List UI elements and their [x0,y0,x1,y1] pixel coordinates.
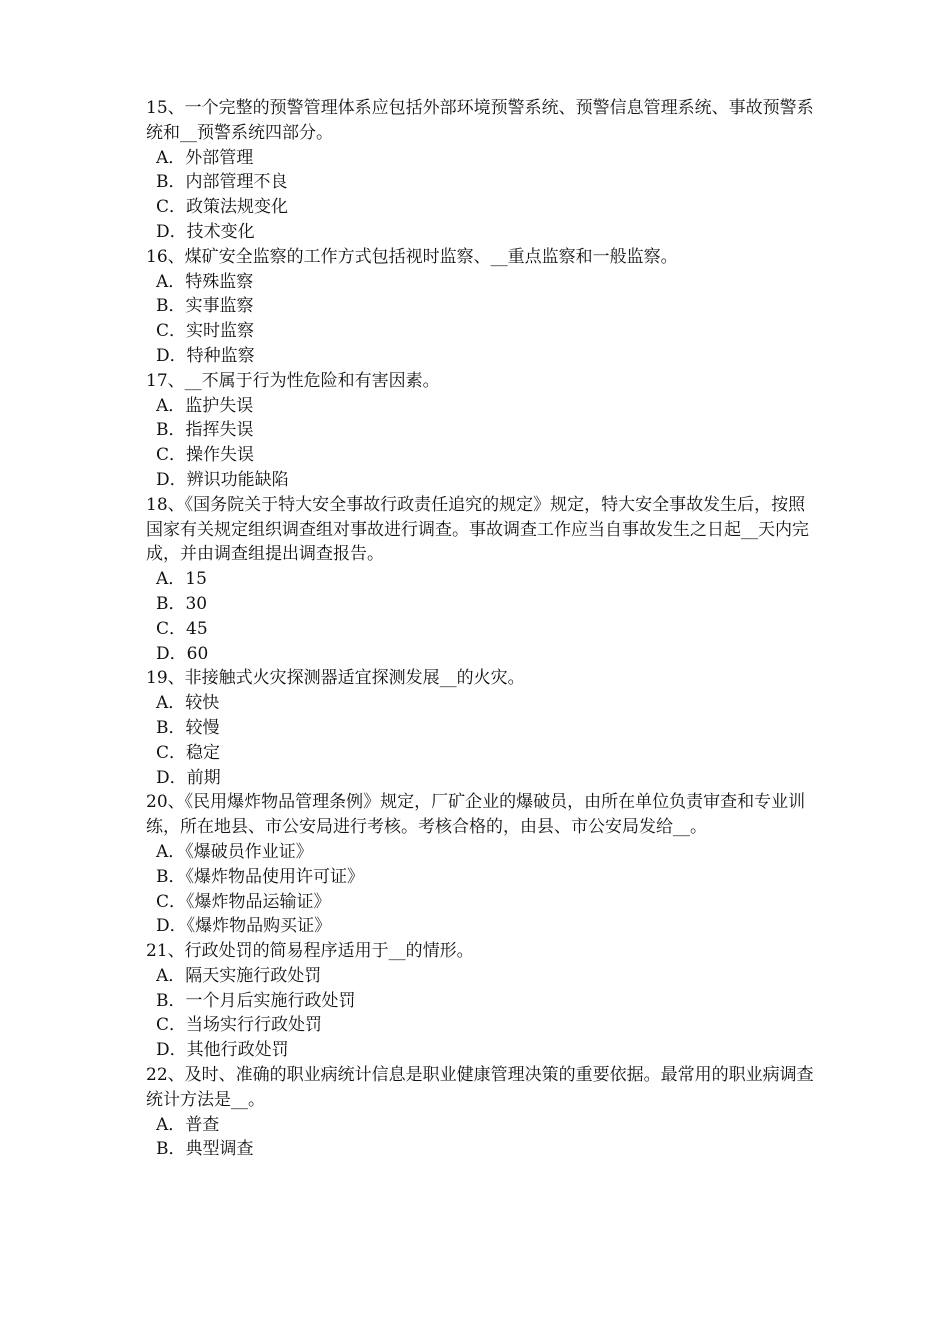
option-d: D．其他行政处罚 [156,1040,289,1061]
option-c: C．实时监察 [156,321,255,342]
question-15 [146,96,816,245]
question-stem: 19、非接触式火灾探测器适宜探测发展__的火灾。 [146,668,525,689]
question-stem: 15、一个完整的预警管理体系应包括外部环境预警系统、预警信息管理系统、事故预警系统和__预警系统四部分。 [146,98,814,143]
option-d: D．《爆炸物品购买证》 [156,916,332,937]
option-d: D．60 [156,643,209,664]
option-a: A．特殊监察 [156,271,254,292]
option-b: B．《爆炸物品使用许可证》 [156,866,364,887]
option-a: A．监护失误 [156,395,254,416]
option-d: D．辨识功能缺陷 [156,469,289,490]
option-d: D．特种监察 [156,345,255,366]
option-c: C．《爆炸物品运输证》 [156,891,331,912]
option-a: A．隔天实施行政处罚 [156,965,322,986]
option-b: B．较慢 [156,717,220,738]
option-b: B．典型调查 [156,1139,254,1160]
option-d: D．前期 [156,767,221,788]
option-a: A．较快 [156,693,220,714]
option-b: B．一个月后实施行政处罚 [156,990,356,1011]
question-stem: 17、__不属于行为性危险和有害因素。 [146,370,440,391]
option-a: A．普查 [156,1114,220,1135]
question-17 [146,369,816,493]
question-18 [146,493,816,667]
option-b: B．内部管理不良 [156,172,288,193]
option-d: D．技术变化 [156,221,255,242]
question-19 [146,666,816,790]
option-a: A．《爆破员作业证》 [156,841,313,862]
option-c: C．操作失误 [156,445,255,466]
option-a: A．外部管理 [156,147,254,168]
option-c: C．稳定 [156,742,221,763]
question-stem: 22、及时、准确的职业病统计信息是职业健康管理决策的重要依据。最常用的职业病调查统计方法是__。 [146,1065,814,1110]
question-21 [146,939,816,1063]
option-b: B．30 [156,593,208,614]
option-c: C．政策法规变化 [156,197,289,218]
question-stem: 16、煤矿安全监察的工作方式包括视时监察、__重点监察和一般监察。 [146,246,678,267]
option-b: B．实事监察 [156,296,254,317]
question-20 [146,790,816,939]
question-stem: 18、《国务院关于特大安全事故行政责任追究的规定》规定，特大安全事故发生后，按照国家有关规定组织调查组对事故进行调查。事故调查工作应当自事故发生之日起__天内完成，并由调查组提出调查报告。 [146,494,809,565]
option-c: C．当场实行行政处罚 [156,1015,323,1036]
option-a: A．15 [156,569,207,590]
question-stem: 21、行政处罚的简易程序适用于__的情形。 [146,941,474,962]
question-list [146,96,816,1162]
option-b: B．指挥失误 [156,420,254,441]
option-c: C．45 [156,618,208,639]
question-16 [146,245,816,369]
question-22 [146,1063,816,1162]
question-stem: 20、《民用爆炸物品管理条例》规定，厂矿企业的爆破员，由所在单位负责审查和专业训练，所在地县、市公安局进行考核。考核合格的，由县、市公安局发给__。 [146,792,806,838]
